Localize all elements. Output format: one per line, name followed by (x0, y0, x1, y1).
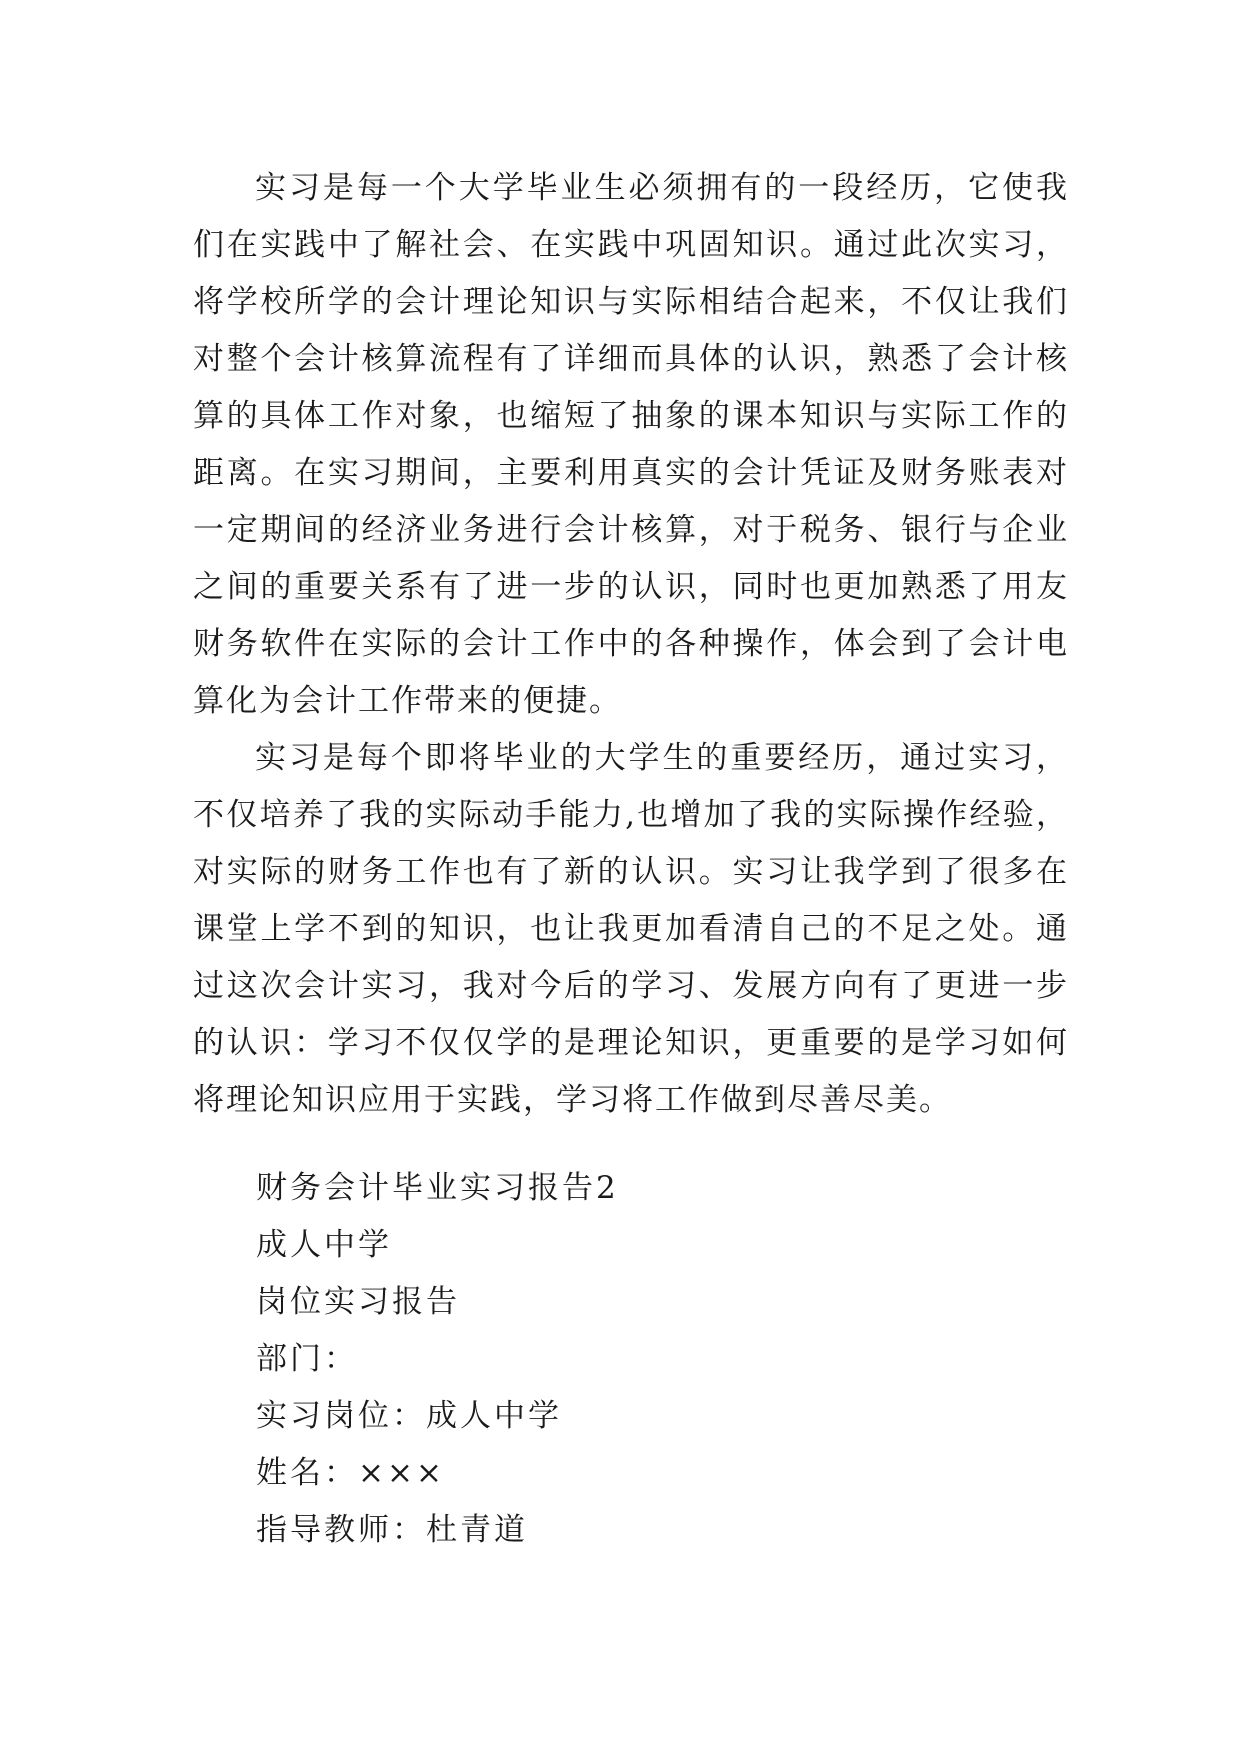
paragraph-2: 实习是每个即将毕业的大学生的重要经历，通过实习，不仅培养了我的实际动手能力,也增加了我的实际操作经验，对实际的财务工作也有了新的认识。实习让我学到了很多在课堂上学不到的知识，也让我更加看清自己的不足之处。通过这次会计实习，我对今后的学习、发展方向有了更进一步的认识：学习不仅仅学的是理论知识，更重要的是学习如何将理论知识应用于实践，学习将工作做到尽善尽美。 (193, 740, 1069, 1118)
report-info-block (256, 1160, 956, 1559)
advisor-field: 指导教师：杜青道 (256, 1512, 528, 1548)
position-field: 实习岗位：成人中学 (256, 1398, 562, 1434)
report-type: 岗位实习报告 (256, 1284, 460, 1320)
report-title: 财务会计毕业实习报告2 (256, 1170, 619, 1206)
body-text (193, 160, 1069, 1129)
department-field: 部门： (256, 1341, 358, 1377)
name-field: 姓名：××× (256, 1455, 445, 1491)
paragraph-1: 实习是每一个大学毕业生必须拥有的一段经历，它使我们在实践中了解社会、在实践中巩固知识。通过此次实习，将学校所学的会计理论知识与实际相结合起来，不仅让我们对整个会计核算流程有了详细而具体的认识，熟悉了会计核算的具体工作对象，也缩短了抽象的课本知识与实际工作的距离。在实习期间，主要利用真实的会计凭证及财务账表对一定期间的经济业务进行会计核算，对于税务、银行与企业之间的重要关系有了进一步的认识，同时也更加熟悉了用友财务软件在实际的会计工作中的各种操作，体会到了会计电算化为会计工作带来的便捷。 (193, 170, 1069, 719)
school-name: 成人中学 (256, 1227, 392, 1263)
